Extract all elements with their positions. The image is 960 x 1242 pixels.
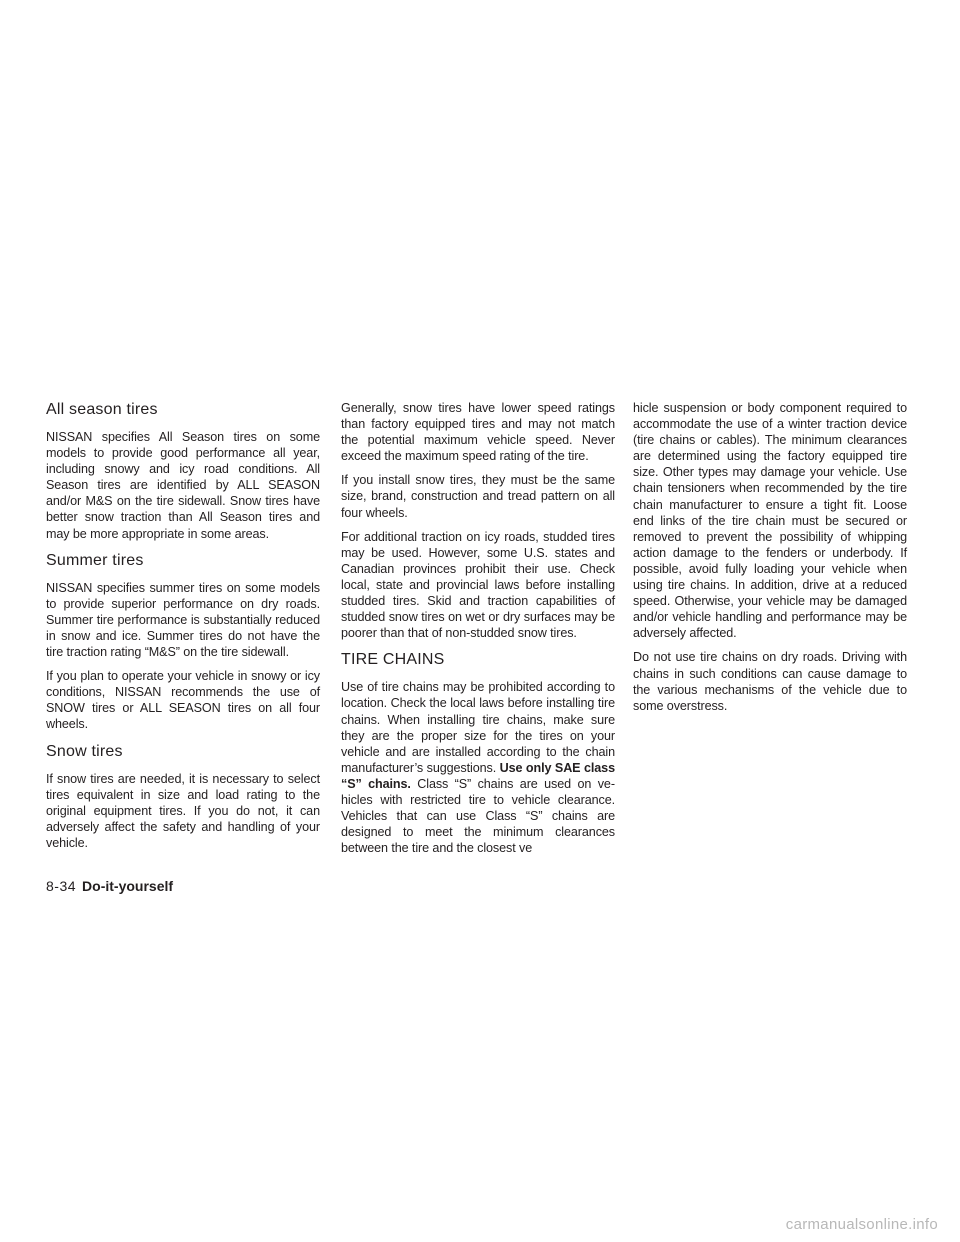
- paragraph-chains-1-cont: hicle suspension or body component required to accommodate the use of a winter traction device (tire chains or cables). The minimum clearances are determined using the factory equipped tire size. Other types may damage your vehicle. Use chain tensioners when recommended by the tire chain manufacturer to ensure a tight fit. Loose end links of the tire chain must be secured or removed to prevent the possibility of whipping action damage to the fenders or underbody. If possible, avoid fully loading your vehicle when using tire chains. In addition, drive at a reduced speed. Otherwise, your vehicle may be damaged and/or vehicle handling and performance may be adversely affected.: [633, 401, 907, 641]
- paragraph-summer-1: NISSAN specifies summer tires on some models to provide superior performance on dry roads. Summer tire performance is substantially reduced in snow and ice. Summer tires do not have the tire traction rating “M&S” on the tire sidewall.: [46, 580, 320, 660]
- column-1: [46, 400, 320, 859]
- column-2: [341, 400, 615, 864]
- heading-snow-tires: Snow tires: [46, 742, 123, 760]
- paragraph-summer-2: If you plan to operate your vehicle in snowy or icy conditions, NISSAN recommends the use of SNOW tires or ALL SEASON tires on all four wheels.: [46, 669, 320, 732]
- paragraph-chains-2: Do not use tire chains on dry roads. Driving with chains in such conditions can cause damage to the various mechanisms of the vehicle due to some overstress.: [633, 650, 907, 713]
- heading-summer-tires: Summer tires: [46, 551, 144, 569]
- paragraph-all-season: NISSAN specifies All Season tires on some models to provide good performance all year, including snowy and icy road conditions. All Season tires are identified by ALL SEASON and/or M&S on the tire sidewall. Snow tires have better snow traction than All Season tires and may be more appropriate in some areas.: [46, 430, 320, 541]
- paragraph-snow-1: If snow tires are needed, it is necessary to select tires equivalent in size and load rating to the original equipment tires. If you do not, it can adversely affect the safety and handling of your vehicle.: [46, 771, 320, 850]
- paragraph-snow-4: For additional traction on icy roads, studded tires may be used. However, some U.S. states and Canadian provinces prohibit their use. Check local, state and provincial laws before installing studded tires. Skid and traction capabilities of studded snow tires on wet or dry surfaces may be poorer than that of non-studded snow tires.: [341, 529, 615, 641]
- page-footer: [46, 877, 173, 895]
- paragraph-chains-1: [341, 679, 615, 856]
- section-title: Do-it-yourself: [82, 878, 174, 894]
- chains-text-a: Use of tire chains may be prohibited according to location. Check the local laws before installing tire chains. When installing tire chains, make sure they are the proper size for the tires on your vehicle and are installed according to the chain manufacturer’s suggestions.: [341, 680, 615, 775]
- chains-text-c: Class “S” chains are used on vehicles with restricted tire to vehicle clearance. Vehicles that can use Class “S” chains are designed to meet the minimum clearances between the tire and the closest ve: [341, 776, 616, 856]
- heading-tire-chains: TIRE CHAINS: [341, 651, 445, 669]
- paragraph-snow-2: Generally, snow tires have lower speed ratings than factory equipped tires and may not match the potential maximum vehicle speed. Never exceed the maximum speed rating of the tire.: [341, 401, 615, 464]
- chains-warning-bold: Use only SAE class “S” chains.: [341, 760, 615, 791]
- paragraph-snow-3: If you install snow tires, they must be the same size, brand, construction and tread pattern on all four wheels.: [341, 473, 615, 520]
- watermark: carmanualsonline.info: [785, 1216, 938, 1233]
- page-number: 8-34: [46, 878, 77, 894]
- heading-all-season-tires: All season tires: [46, 401, 158, 418]
- column-3: [633, 400, 907, 722]
